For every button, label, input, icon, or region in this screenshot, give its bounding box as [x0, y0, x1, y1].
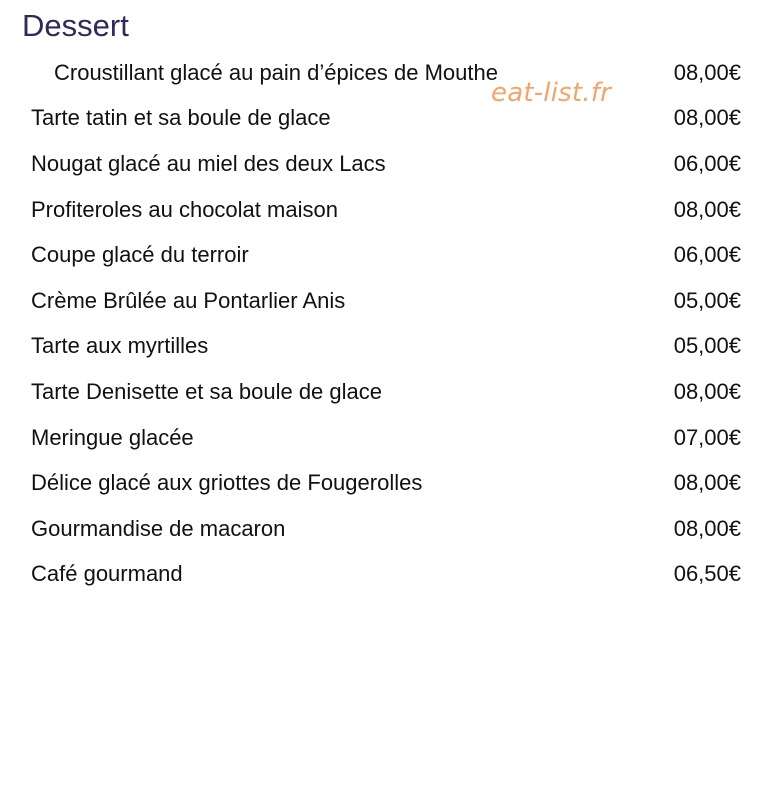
- menu-item-name: Profiteroles au chocolat maison: [31, 196, 338, 222]
- menu-item-price: 08,00€: [673, 196, 741, 222]
- menu-item-price: 06,00€: [673, 150, 741, 176]
- menu-item-price: 08,00€: [673, 105, 741, 131]
- menu-item: [0, 50, 781, 96]
- menu-item-name: Meringue glacée: [31, 424, 194, 450]
- menu-item: [0, 141, 781, 187]
- menu-item: [0, 232, 781, 278]
- menu-item-price: 08,00€: [673, 59, 741, 85]
- menu-item-name: Crème Brûlée au Pontarlier Anis: [31, 287, 346, 313]
- menu-item-price: 08,00€: [673, 378, 741, 404]
- menu-item: [0, 96, 781, 142]
- section-title: Dessert: [22, 8, 129, 43]
- menu-item-name: Café gourmand: [31, 561, 183, 587]
- menu-item: [0, 552, 781, 598]
- menu-item-price: 05,00€: [673, 333, 741, 359]
- menu-item: [0, 187, 781, 233]
- menu-item-name: Nougat glacé au miel des deux Lacs: [31, 150, 386, 176]
- menu-item: [0, 460, 781, 506]
- menu-item: [0, 324, 781, 370]
- menu-item-price: 07,00€: [673, 424, 741, 450]
- menu-item-price: 08,00€: [673, 470, 741, 496]
- menu-item-price: 08,00€: [673, 515, 741, 541]
- menu-item-list: [0, 50, 781, 597]
- menu-item-name: Croustillant glacé au pain d’épices de Mouthe: [54, 59, 498, 85]
- menu-item: [0, 278, 781, 324]
- menu-item-price: 05,00€: [673, 287, 741, 313]
- menu-item: [0, 415, 781, 461]
- menu-item-name: Tarte Denisette et sa boule de glace: [31, 378, 383, 404]
- menu-item-price: 06,00€: [673, 242, 741, 268]
- menu-item-name: Gourmandise de macaron: [31, 515, 286, 541]
- menu-item-name: Coupe glacé du terroir: [31, 242, 249, 268]
- menu-item-name: Tarte aux myrtilles: [31, 333, 209, 359]
- menu-item: [0, 369, 781, 415]
- menu-item-name: Tarte tatin et sa boule de glace: [31, 105, 331, 131]
- menu-item-name: Délice glacé aux griottes de Fougerolles: [31, 470, 423, 496]
- menu-item: [0, 506, 781, 552]
- watermark-logo: eat-list.fr: [491, 78, 611, 108]
- menu-item-price: 06,50€: [673, 561, 741, 587]
